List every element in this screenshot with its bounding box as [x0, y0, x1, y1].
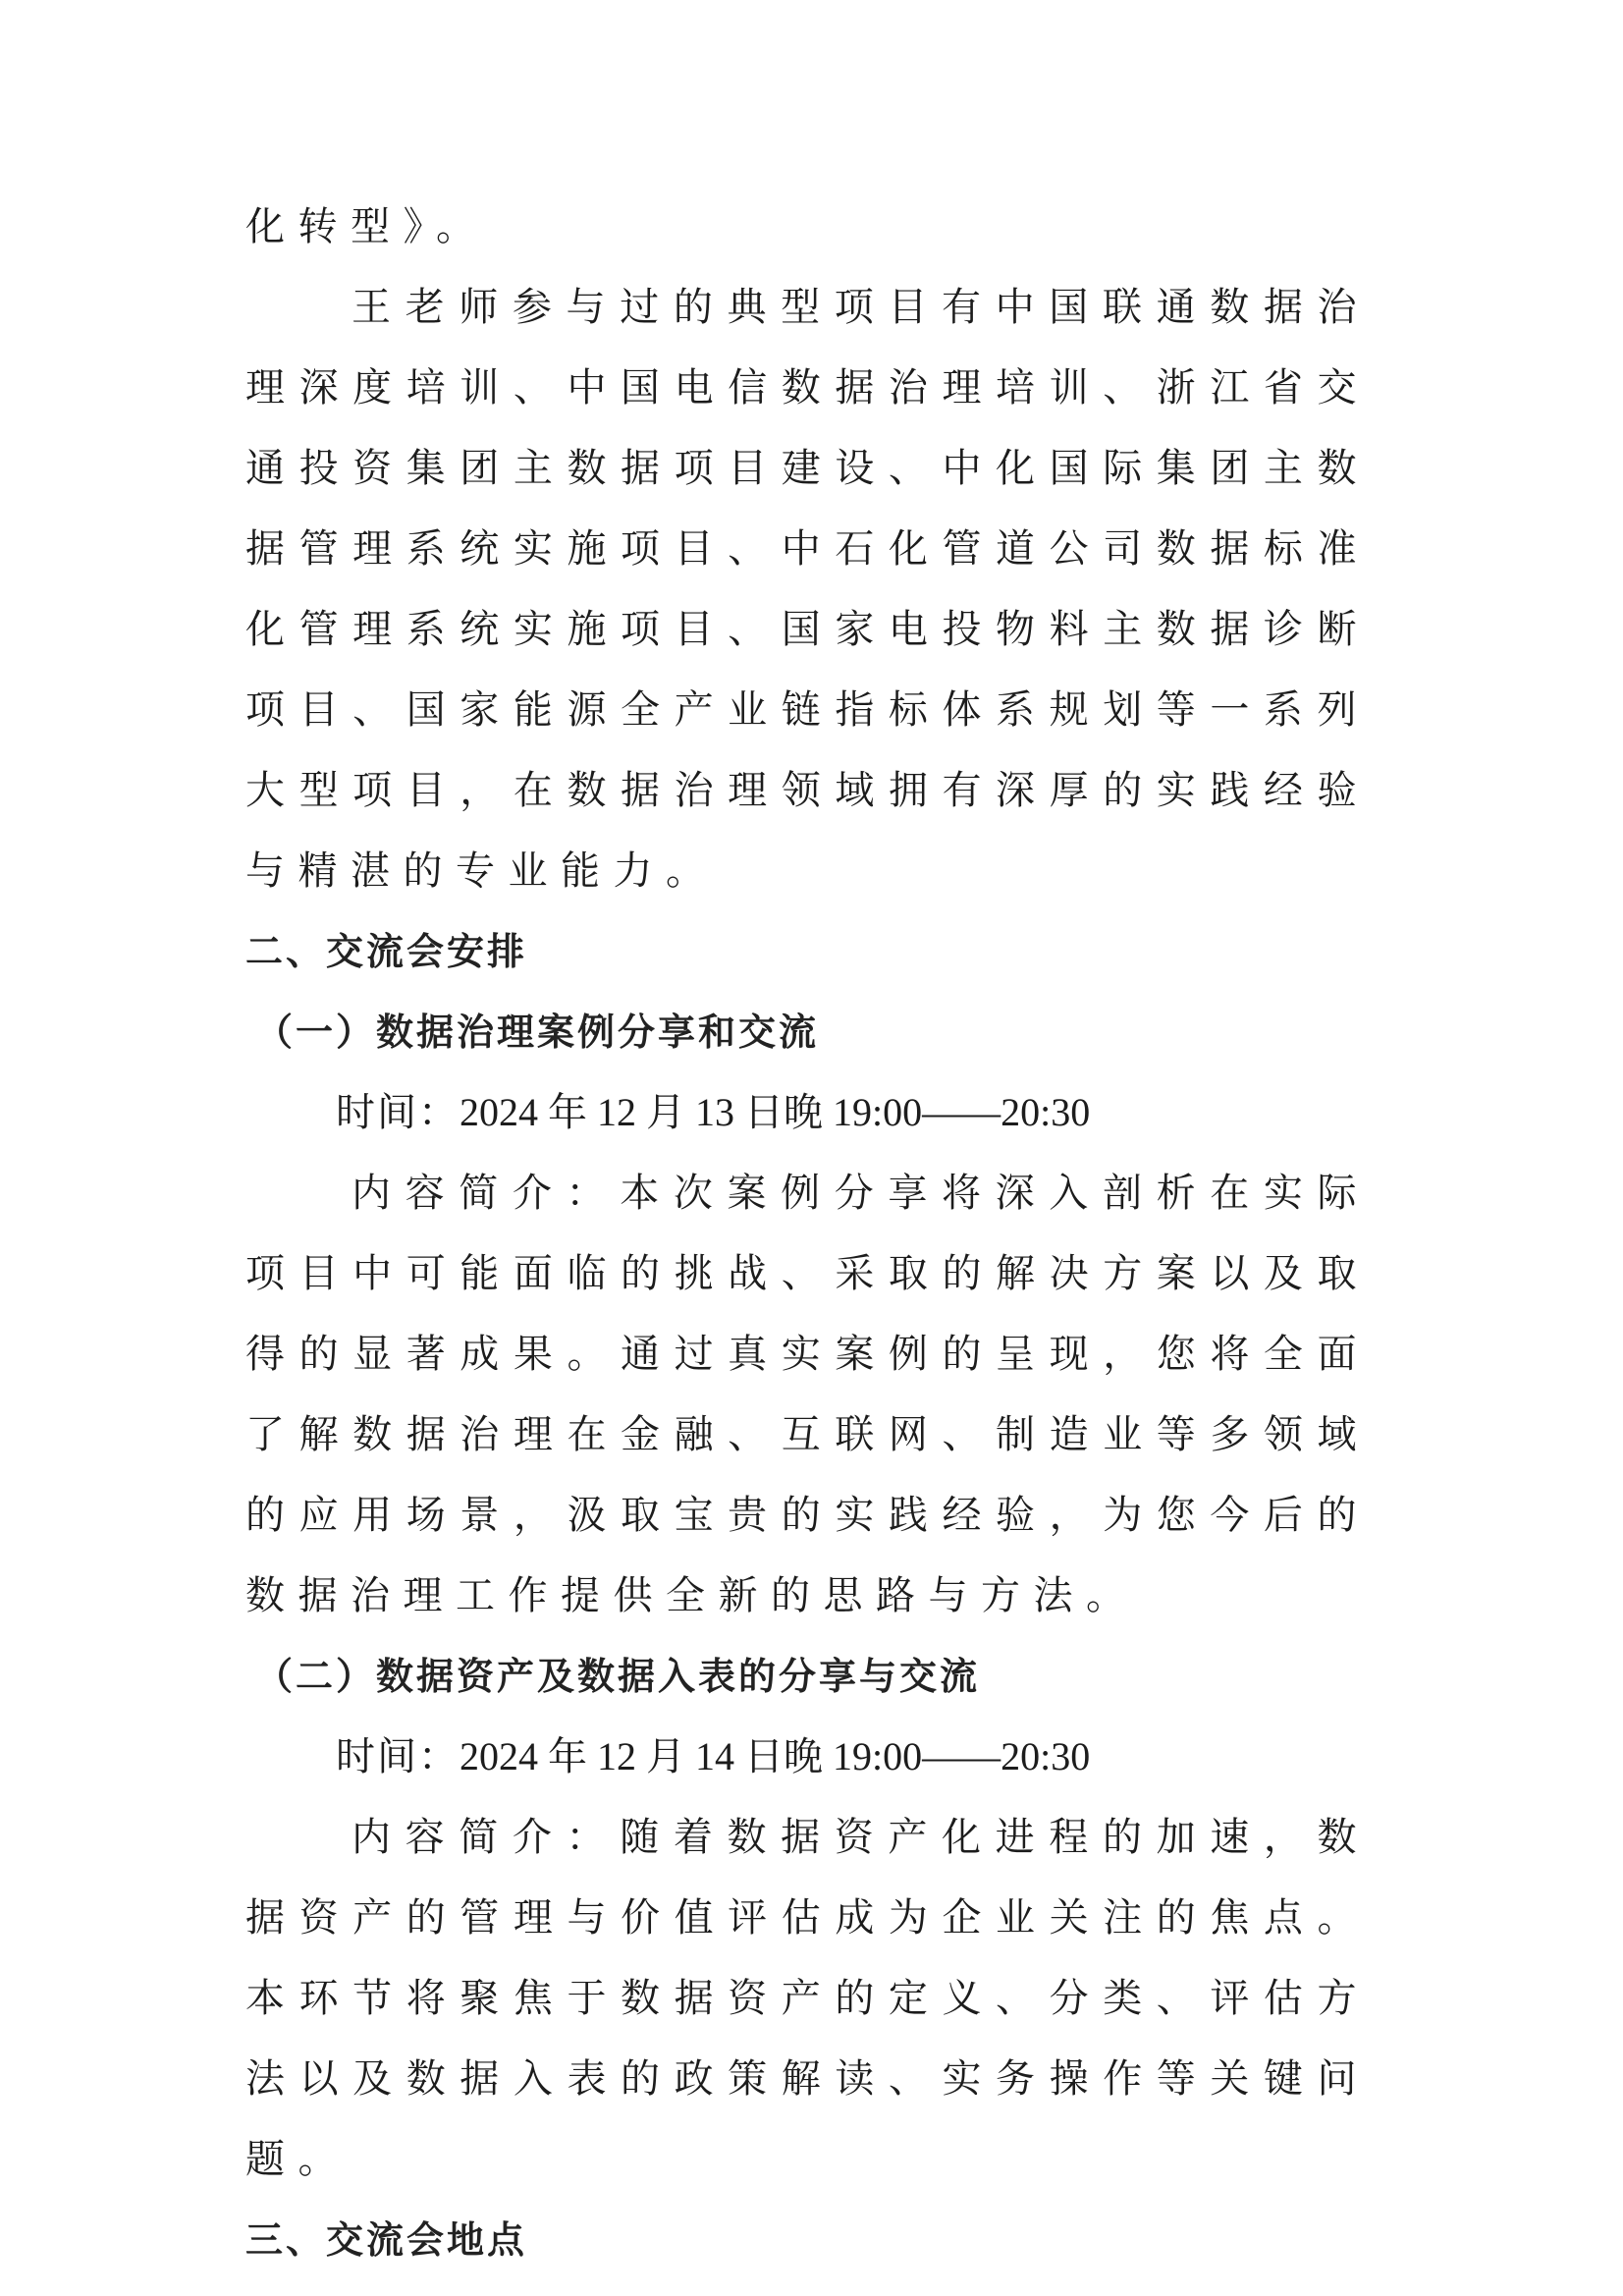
- session-2: [245, 1636, 1370, 2200]
- session-summary: 内容简介：本次案例分享将深入剖析在实际项目中可能面临的挑战、采取的解决方案以及取得的显著成果。通过真实案例的呈现，您将全面了解数据治理在金融、互联网、制造业等多领域的应用场景，汲取宝贵的实践经验，为您今后的数据治理工作提供全新的思路与方法。: [245, 1171, 1370, 1618]
- session-time: [245, 1717, 1370, 1797]
- time-label: 时间：: [336, 1734, 460, 1779]
- intro-continuation: 化转型》。: [245, 204, 489, 249]
- session-heading: （二）数据资产及数据入表的分享与交流: [255, 1655, 981, 1698]
- session-1: [245, 992, 1370, 1636]
- section-heading-arrangement: 二、交流会安排: [245, 930, 528, 973]
- session-summary: 内容简介：随着数据资产化进程的加速，数据资产的管理与价值评估成为企业关注的焦点。本环节将聚焦于数据资产的定义、分类、评估方法以及数据入表的政策解读、实务操作等关键问题。: [245, 1815, 1370, 2182]
- section-heading-venue: 三、交流会地点: [245, 2218, 528, 2262]
- session-time: [245, 1072, 1370, 1153]
- projects-paragraph: 王老师参与过的典型项目有中国联通数据治理深度培训、中国电信数据治理培训、浙江省交通投资集团主数据项目建设、中化国际集团主数据管理系统实施项目、中石化管道公司数据标准化管理系统实施项目、国家电投物料主数据诊断项目、国家能源全产业链指标体系规划等一系列大型项目，在数据治理领域拥有深厚的实践经验与精湛的专业能力。: [245, 285, 1370, 894]
- time-label: 时间：: [336, 1090, 460, 1135]
- session-heading: （一）数据治理案例分享和交流: [255, 1011, 820, 1054]
- document-page: [245, 187, 1370, 2280]
- time-value: 2024 年 12 月 13 日晚 19:00——20:30: [460, 1090, 1091, 1134]
- time-value: 2024 年 12 月 14 日晚 19:00——20:30: [460, 1734, 1091, 1778]
